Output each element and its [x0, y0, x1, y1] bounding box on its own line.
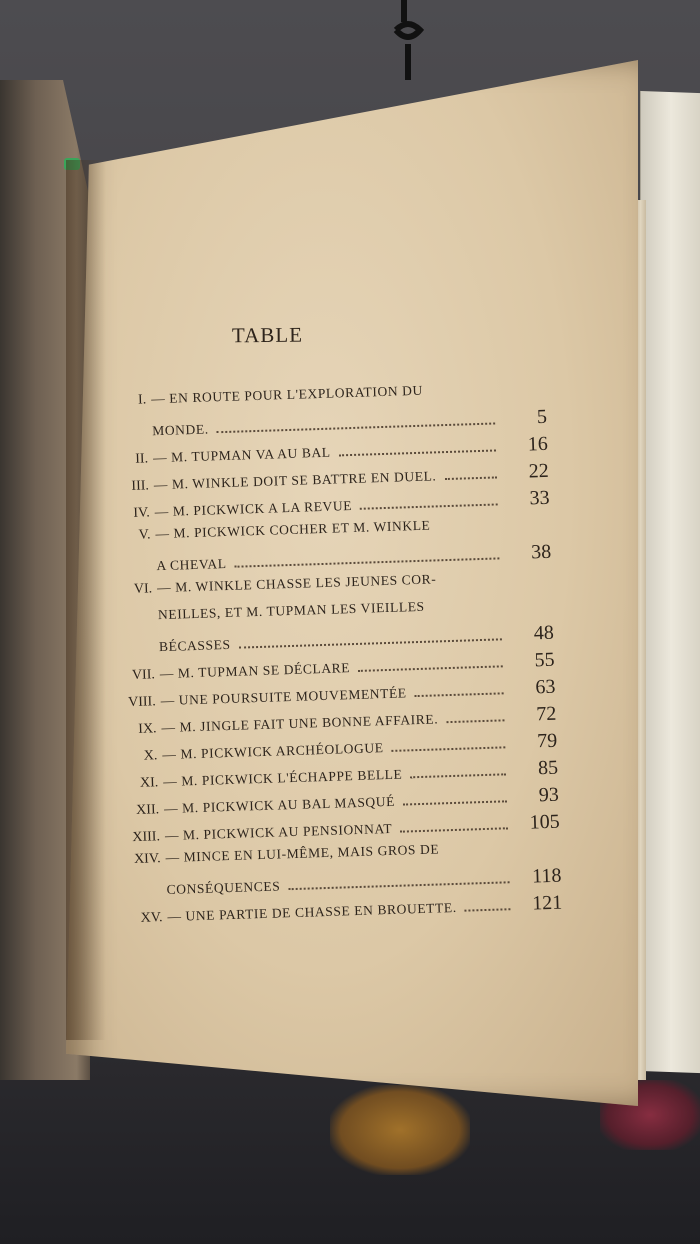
- dot-leader: [446, 719, 504, 723]
- page-number: 22: [528, 459, 550, 483]
- dot-leader: [288, 881, 509, 890]
- dot-leader: [358, 665, 503, 672]
- dot-leader: [235, 557, 500, 567]
- page-number: 63: [535, 675, 556, 699]
- chapter-title: MONDE.: [151, 421, 209, 439]
- page-gutter-shadow: [66, 160, 106, 1040]
- page-number: 16: [527, 432, 549, 456]
- dot-leader: [465, 908, 511, 911]
- chapter-title: NEILLES, ET M. TUPMAN LES VIEILLES: [157, 598, 425, 623]
- chapter-title: — M. PICKWICK ARCHÉOLOGUE: [162, 740, 384, 763]
- chapter-title: — M. PICKWICK COCHER ET M. WINKLE: [155, 517, 431, 542]
- book-cover-back: [640, 91, 700, 1073]
- page-number: 93: [538, 783, 560, 807]
- chapter-title: — M. TUPMAN SE DÉCLARE: [159, 660, 351, 682]
- chapter-number: VI.: [133, 581, 153, 597]
- chapter-number: I.: [137, 392, 147, 408]
- page-number: 105: [529, 810, 561, 834]
- chapter-number: X.: [143, 748, 158, 764]
- chapter-title: — UNE POURSUITE MOUVEMENTÉE: [160, 685, 407, 709]
- dot-leader: [403, 800, 507, 805]
- chapter-title: — EN ROUTE POUR L'EXPLORATION DU: [150, 382, 424, 407]
- dot-leader: [217, 422, 495, 433]
- chapter-title: — M. PICKWICK AU BAL MASQUÉ: [163, 793, 396, 817]
- chapter-number: XIV.: [133, 851, 161, 868]
- chapter-number: VIII.: [127, 694, 156, 711]
- chapter-number: XIII.: [132, 829, 161, 846]
- chapter-number: VII.: [131, 667, 156, 684]
- dot-leader: [400, 827, 508, 832]
- dot-leader: [392, 746, 506, 752]
- toc-entry: [102, 568, 554, 663]
- page-number: 55: [534, 648, 555, 672]
- dot-leader: [360, 503, 498, 509]
- page-number: 5: [536, 405, 548, 429]
- dot-leader: [444, 476, 496, 480]
- chapter-title: — MINCE EN LUI-MÊME, MAIS GROS DE: [165, 841, 440, 866]
- chapter-title: CONSÉQUENCES: [166, 878, 281, 898]
- page-number: 72: [535, 702, 557, 726]
- page-number: 121: [531, 891, 563, 915]
- page-number: 38: [530, 540, 552, 564]
- page-number: 33: [529, 486, 550, 510]
- chapter-title: BÉCASSES: [158, 636, 231, 655]
- chapter-title: — M. PICKWICK AU PENSIONNAT: [164, 820, 393, 844]
- dot-leader: [415, 692, 504, 697]
- fabric-doodle: [378, 0, 438, 80]
- page-number: 85: [537, 756, 559, 780]
- dot-leader: [410, 773, 506, 778]
- fabric-pattern-orange: [330, 1085, 470, 1175]
- chapter-number: XI.: [139, 775, 159, 791]
- chapter-number: XII.: [135, 802, 160, 818]
- chapter-title: — M. JINGLE FAIT UNE BONNE AFFAIRE.: [161, 711, 439, 736]
- chapter-number: IV.: [133, 505, 151, 521]
- page-number: 79: [536, 729, 558, 753]
- chapter-title: — M. WINKLE DOIT SE BATTRE EN DUEL.: [153, 468, 437, 493]
- chapter-title: — UNE PARTIE DE CHASSE EN BROUETTE.: [167, 899, 457, 925]
- dot-leader: [339, 449, 496, 456]
- dot-leader: [239, 638, 502, 648]
- chapter-title: — M. PICKWICK A LA REVUE: [154, 498, 353, 520]
- table-of-contents: [96, 379, 563, 933]
- chapter-number: IX.: [138, 721, 157, 737]
- page-number: 48: [533, 621, 555, 645]
- chapter-title: — M. TUPMAN VA AU BAL: [152, 444, 331, 466]
- chapter-number: III.: [131, 478, 150, 494]
- chapter-title: A CHEVAL: [156, 555, 227, 574]
- page-number: 118: [531, 864, 562, 888]
- chapter-number: II.: [135, 451, 149, 467]
- chapter-title: — M. PICKWICK L'ÉCHAPPE BELLE: [163, 766, 403, 790]
- chapter-number: V.: [138, 527, 151, 543]
- chapter-title: — M. WINKLE CHASSE LES JEUNES COR-: [156, 571, 437, 596]
- chapter-number: XV.: [140, 910, 163, 926]
- page-title: TABLE: [231, 322, 304, 348]
